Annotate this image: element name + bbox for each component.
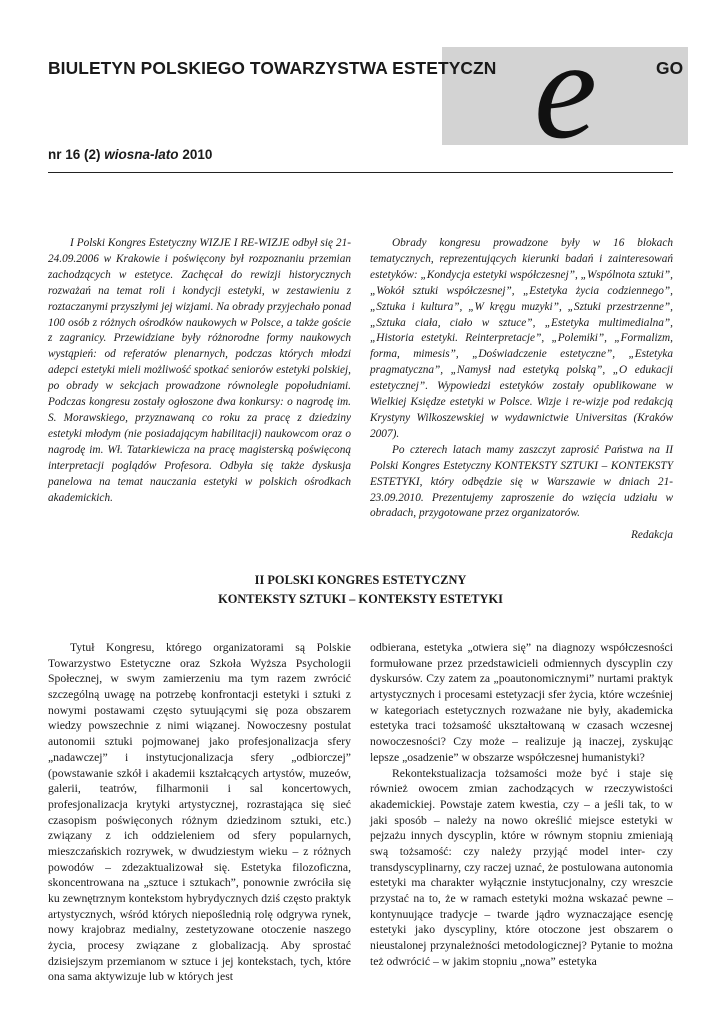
intro-left-column xyxy=(48,236,351,506)
issue-number: nr 16 (2) xyxy=(48,147,101,162)
intro-left-paragraph: I Polski Kongres Estetyczny WIZJE I RE-WIZJE odbył się 21-24.09.2006 w Krakowie i poświęcony był rozpoznaniu przemian zachodzących w estetyce. Zachęcał do rewizji historycznych rozważań na temat roli i kondycji estetyki, w zestawieniu z roztaczanymi przyszłymi jej wizjami. Na obrady przyjechało ponad 100 osób z różnych ośrodków naukowych w Polsce, a także goście z zagranicy. Przewidziane były różnorodne formy naukowych wystąpień: od referatów plenarnych, podczas których młodzi adepci estetyki mieli możliwość spotkać seniorów estetyki polskiej, po obrady w sekcjach prowadzone równolegle popołudniami. Podczas kongresu zostały ogłoszone dwa konkursy: o nagrodę im. S. Morawskiego, przyznawaną co roku za pracę z dziedziny estetyki młodym (nie posiadającym habilitacji) naukowcom oraz o nagrodę im. Wł. Tatarkiewicza na pracę magisterską poświęconą interpretacji poglądów Profesora. Odbyła się także dyskusja panelowa na temat nauczania estetyki w polskich ośrodkach akademickich. xyxy=(48,237,351,504)
journal-title-part2: GO xyxy=(656,58,684,78)
issue-line xyxy=(48,147,212,162)
body-left-column xyxy=(48,640,351,985)
section-title-line1: II POLSKI KONGRES ESTETYCZNY xyxy=(254,573,467,587)
section-title xyxy=(48,571,673,609)
logo-letter-e: e xyxy=(534,10,598,168)
body-right-paragraph-1: odbierana, estetyka „otwiera się” na diagnozy współczesności formułowane przez przedstawicieli odmiennych dyscyplin czy dyskursów. Czy zatem za „poautonomicznymi” nurtami praktyk artystycznych i procesami estetyzacji sfer życia, które wcześniej w kategoriach estetycznych rozważane nie były, akademicka estetyka traci tożsamość ukształtowaną w czasach wczesnej nowoczesności? Czy może – realizuje ją inaczej, zyskując lepsze „osadzenie” w obszarze współczesnej humanistyki? xyxy=(370,641,673,764)
journal-title-part1: BIULETYN POLSKIEGO TOWARZYSTWA ESTETYCZN xyxy=(48,58,497,78)
body-left-paragraph: Tytuł Kongresu, którego organizatorami są Polskie Towarzystwo Estetyczne oraz Szkoła Wyższa Psychologii Społecznej, w swym zamierzeniu ma tym razem zwrócić szczególną uwagę na potrzebę konfrontacji estetyki i sztuki z nowymi postawami często sytuującymi się poza obszarem wiedzy powszechnie z nimi wiązanej. Nowoczesny postulat autonomii sztuki pojmowanej jako profesjonalizacja sfery „nadawczej” i instytucjonalizacja sfery „odbiorczej” (powstawanie szkół i akademii kształcących artystów, muzeów, galerii, teatrów, filharmonii i sal koncertowych, profesjonalizacja krytyki artystycznej, rozrastająca się sieć czasopism poświęconych różnym dziedzinom sztuki, etc.) związany z ich oddzieleniem od sfery popularnych, mieszczańskich rozrywek, w dwudziestym wieku – z różnych powodów – zdezaktualizował się. Estetyka filozoficzna, skoncentrowana na „sztuce i sztukach”, ponownie zwróciła się ku zewnętrznym kontekstom hybrydycznych dziś często praktyk artystycznych, wśród których niepoślednią rolę odgrywa rynek, nowy krajobraz medialny, zestetyzowane otoczenie naszego życia, procesy związane z globalizacją. Aby sprostać dzisiejszym przemianom w sztuce i jej kontekstach, tych, które ona sama aktywizuje lub w których jest xyxy=(48,641,351,984)
section-title-line2: KONTEKSTY SZTUKI – KONTEKSTY ESTETYKI xyxy=(218,592,503,606)
header-rule xyxy=(48,172,673,173)
issue-year: 2010 xyxy=(182,147,213,162)
intro-right-column xyxy=(370,236,673,544)
body-right-column xyxy=(370,640,673,969)
body-right-paragraph-2: Rekontekstualizacja tożsamości może być i staje się również owocem zmian zachodzących w rzeczywistości akademickiej. Powstaje zatem kwestia, czy – a jeśli tak, to w jaki sposób – należy na nowo określić miejsce estetyki w pejzażu innych dyscyplin, które w równym stopniu zmieniają swą tożsamość: czy należy przyjąć model inter- czy transdyscyplinarny, czy raczej uznać, że postulowana autonomia estetyki ma charakter wyłącznie instytucjonalny, czy wreszcie przystać na to, że w ramach estetyki można wskazać pewne – kontynuujące tradycje – twarde jądro wyznaczające esencję estetyki jako dyscypliny, które otoczone jest obszarem o nieustalonej przynależności metodologicznej? Pytanie to można też odwrócić – w jakim stopniu „nowa” estetyka xyxy=(370,766,673,968)
signature: Redakcja xyxy=(630,529,673,542)
issue-season: wiosna-lato xyxy=(104,147,179,162)
intro-right-paragraph-2: Po czterech latach mamy zaszczyt zaprosić Państwa na II Polski Kongres Estetyczny KONTEKSTY SZTUKI – KONTEKSTY ESTETYKI, który odbędzie się w Warszawie w dniach 21-23.09.2010. Prezentujemy zaproszenie do wzięcia udziału w obradach, przygotowane przez organizatorów. xyxy=(370,443,673,520)
intro-right-paragraph-1: Obrady kongresu prowadzone były w 16 blokach tematycznych, reprezentujących kierunki badań i zainteresowań estetyków: „Kondycja estetyki współczesnej”, „Wspólnota sztuki”, „Wokół sztuki współczesnej”, „Estetyka życia codziennego”, „Sztuka i kultura”, „W kręgu muzyki”, „Sztuki przestrzenne”, „Sztuka ciała, ciało w sztuce”, „Estetyka multimedialna”, „Historia estetyki. Reinterpretacje”, „Polemiki”, „Formalizm, forma, mimesis”, „Doświadczenie estetyczne”, „Estetyka pragmatyczna”, „Namysł nad estetyką polską”, „O edukacji estetycznej”. Wypowiedzi estetyków zostały opublikowane w Wielkiej Księdze estetyki w Polsce. Wizje i re-wizje pod redakcją Krystyny Wilkoszewskiej w wydawnictwie Universitas (Kraków 2007). xyxy=(370,237,673,440)
